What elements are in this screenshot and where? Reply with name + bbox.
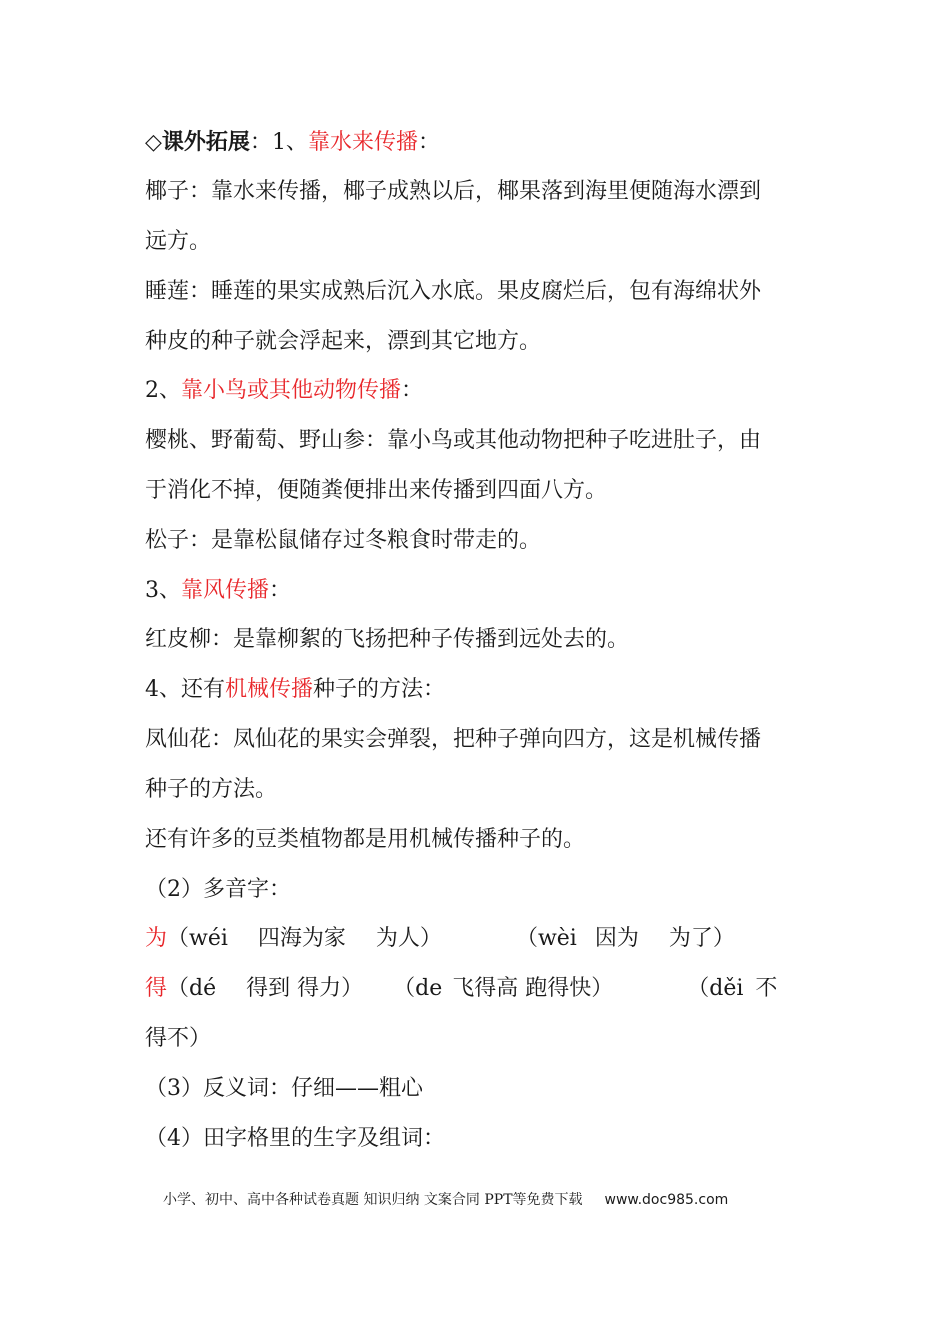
section-heading-mechanical [145, 675, 805, 705]
page-footer [163, 1190, 803, 1210]
mech-heading-end: 种子的方法： [313, 677, 446, 702]
willow-line: 红皮柳：是靠柳絮的飞扬把种子传播到远处去的。 [145, 627, 630, 652]
lotus-line-2: 种皮的种子就会浮起来，漂到其它地方。 [145, 329, 542, 354]
de-char: 得 [145, 976, 168, 1001]
de-a-open: （dé [167, 976, 217, 1001]
polyphone-heading: （2）多音字： [145, 877, 291, 902]
de-b-words: 飞得高 跑得快） [452, 976, 614, 1001]
lotus-line-1: 睡莲：睡莲的果实成熟后沉入水底。果皮腐烂后，包有海绵状外 [145, 279, 762, 304]
wei-a-word-1: 四海为家 [257, 926, 346, 951]
de-a-words: 得到 得力） [246, 976, 364, 1001]
polyphone-wei [145, 924, 805, 954]
polyphone-de-continued: 得不） [145, 1026, 212, 1051]
coconut-line-1: 椰子：靠水来传播，椰子成熟以后，椰果落到海里便随海水漂到 [145, 179, 762, 204]
heading-prefix: ◇课外拓展 [145, 129, 250, 155]
footer-text: 小学、初中、高中各种试卷真题 知识归纳 文案合同 PPT等免费下载 [163, 1192, 583, 1208]
antonym-line: （3）反义词：仔细——粗心 [145, 1076, 423, 1101]
heading-colon: ： [249, 130, 272, 155]
section-heading-wind [145, 576, 805, 606]
wind-heading-number: 3、 [145, 578, 181, 603]
wei-b-open: （wèi [515, 926, 577, 951]
beans-line: 还有许多的豆类植物都是用机械传播种子的。 [145, 827, 586, 852]
animals-heading-highlight: 靠小鸟或其他动物传播 [181, 378, 402, 403]
grid-heading: （4）田字格里的生字及组词： [145, 1126, 445, 1151]
wei-b-word-2: 为了） [668, 926, 735, 951]
mech-heading-highlight: 机械传播 [225, 677, 314, 702]
wei-b-word-1: 因为 [594, 926, 639, 951]
heading-number: 1、 [271, 130, 308, 155]
heading-highlight: 靠水来传播 [307, 130, 418, 155]
wei-a-open: （wéi [167, 926, 228, 951]
de-c-open: （děi [687, 976, 744, 1001]
wind-heading-highlight: 靠风传播 [181, 578, 270, 603]
balsam-line-1: 凤仙花：凤仙花的果实会弹裂，把种子弹向四方，这是机械传播 [145, 727, 762, 752]
pine-line: 松子：是靠松鼠储存过冬粮食时带走的。 [145, 528, 542, 553]
polyphone-de [145, 974, 805, 1004]
wind-heading-end: ： [269, 578, 292, 603]
cherry-line-1: 樱桃、野葡萄、野山参：靠小鸟或其他动物把种子吃进肚子，由 [145, 428, 762, 453]
wei-a-word-2: 为人） [375, 926, 442, 951]
coconut-line-2: 远方。 [145, 229, 212, 254]
animals-heading-number: 2、 [145, 378, 181, 403]
balsam-line-2: 种子的方法。 [145, 777, 278, 802]
de-b-open: （de [393, 976, 443, 1001]
heading-end: ： [417, 130, 440, 155]
animals-heading-end: ： [401, 378, 424, 403]
footer-url[interactable]: www.doc985.com [604, 1192, 729, 1208]
section-heading-animals [145, 376, 805, 406]
wei-char: 为 [145, 926, 168, 951]
section-heading-water [145, 127, 805, 158]
mech-heading-prefix: 4、还有 [145, 677, 225, 702]
cherry-line-2: 于消化不掉，便随粪便排出来传播到四面八方。 [145, 478, 608, 503]
de-c-word: 不 [755, 976, 778, 1001]
